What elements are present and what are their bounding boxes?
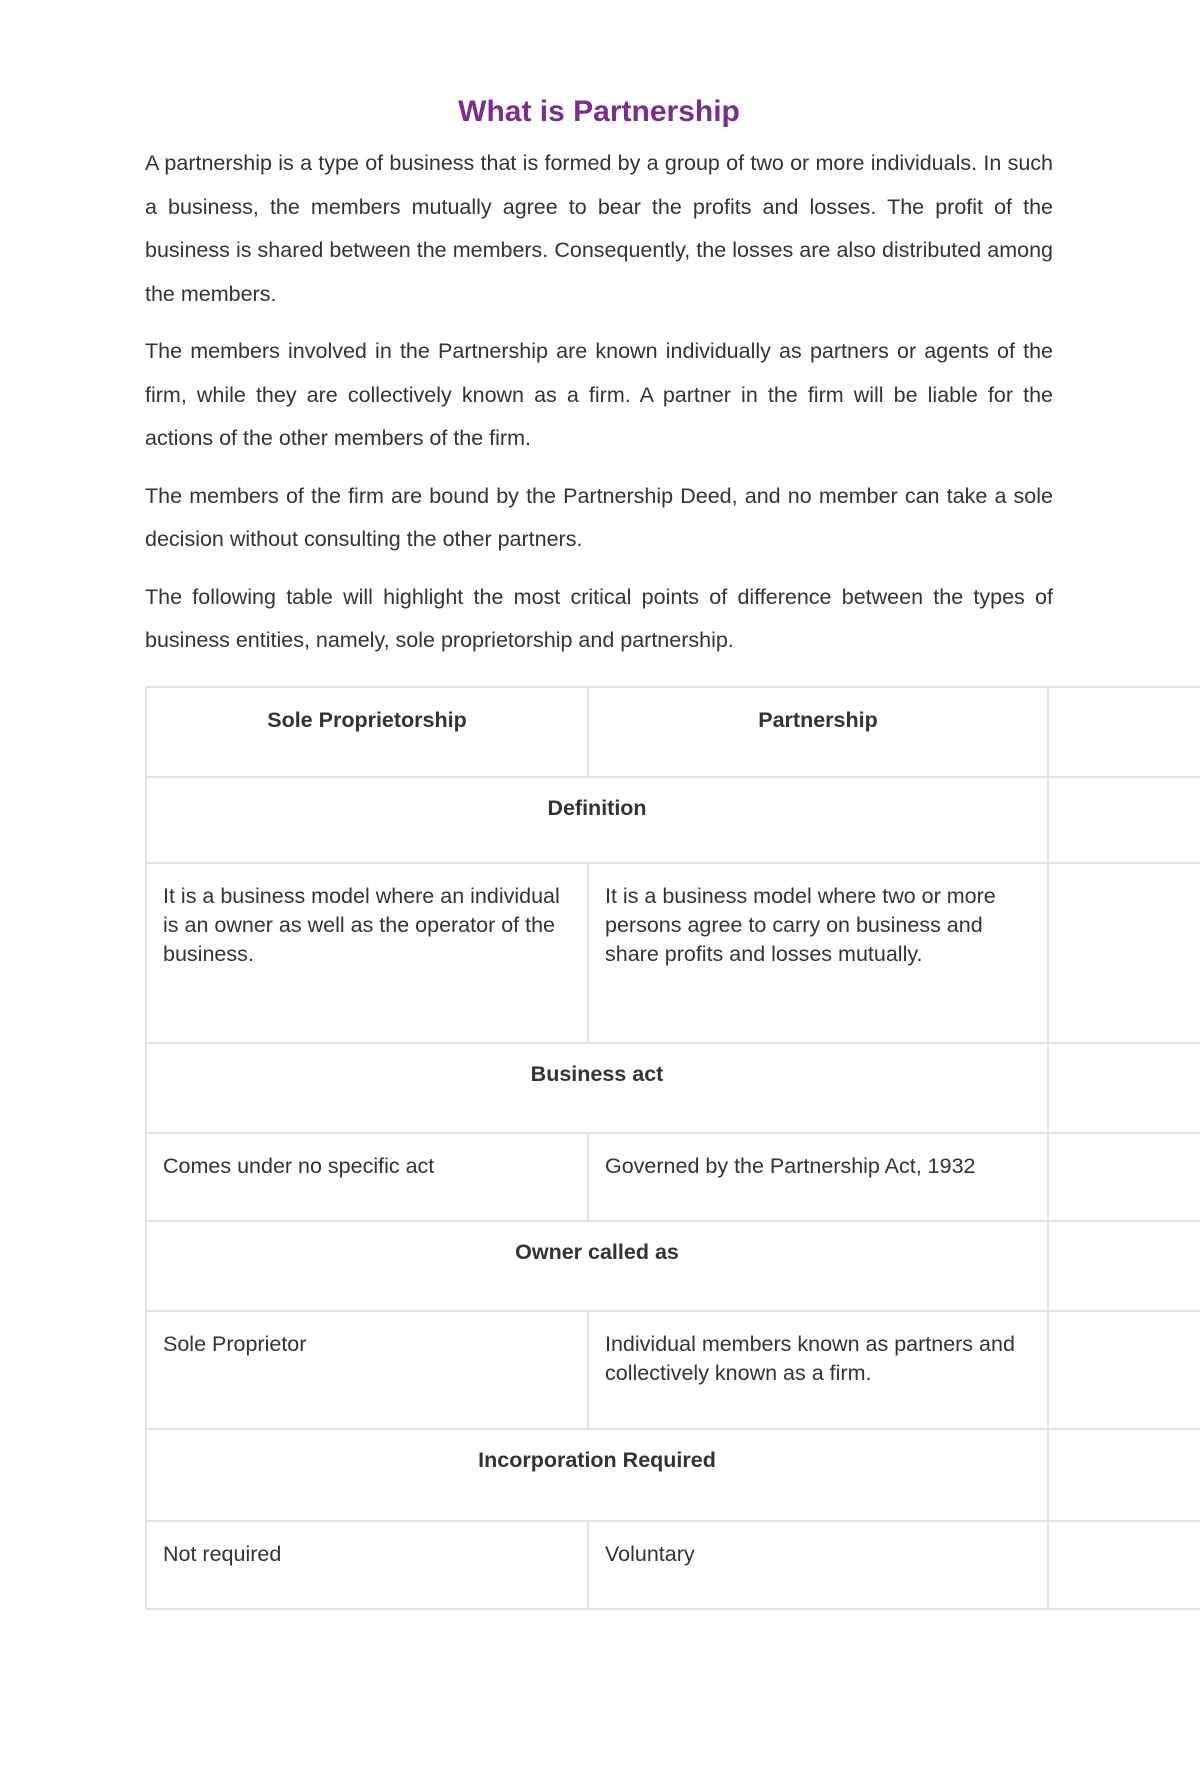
document-page xyxy=(145,92,1053,677)
cell-partnership: Governed by the Partnership Act, 1932 xyxy=(588,1133,1048,1221)
cell-partnership: It is a business model where two or more persons agree to carry on business and share profits and losses mutually. xyxy=(588,863,1048,1043)
cell-partnership: Individual members known as partners and collectively known as a firm. xyxy=(588,1311,1048,1429)
comparison-table-wrapper xyxy=(145,686,1200,1612)
section-label: Owner called as xyxy=(146,1221,1048,1311)
column-header-partnership: Partnership xyxy=(588,687,1048,777)
table-extra-cell xyxy=(1048,777,1200,863)
cell-sole-proprietorship: Comes under no specific act xyxy=(146,1133,588,1221)
cell-partnership: Voluntary xyxy=(588,1521,1048,1609)
section-row-business-act xyxy=(146,1043,1200,1133)
paragraph-intro: A partnership is a type of business that is formed by a group of two or more individuals. In such a business, the members mutually agree to bear the profits and losses. The profit of the business is shared between the members. Consequently, the losses are also distributed among the members. xyxy=(145,151,1053,306)
table-extra-cell xyxy=(1048,1429,1200,1521)
section-row-definition xyxy=(146,777,1200,863)
paragraph-members: The members involved in the Partnership are known individually as partners or agents of the firm, while they are collectively known as a firm. A partner in the firm will be liable for the actions of the other members of the firm. xyxy=(145,339,1053,450)
table-extra-cell xyxy=(1048,1311,1200,1429)
paragraph-deed: The members of the firm are bound by the Partnership Deed, and no member can take a sole decision without consulting the other partners. xyxy=(145,483,1053,551)
table-extra-cell xyxy=(1048,1221,1200,1311)
cell-sole-proprietorship: Sole Proprietor xyxy=(146,1311,588,1429)
table-extra-cell xyxy=(1048,687,1200,777)
paragraph-table-intro: The following table will highlight the most critical points of difference between the types of business entities, namely, sole proprietorship and partnership. xyxy=(145,584,1053,652)
section-label: Business act xyxy=(146,1043,1048,1133)
cell-sole-proprietorship: It is a business model where an individual is an owner as well as the operator of the business. xyxy=(146,863,588,1043)
cell-sole-proprietorship: Not required xyxy=(146,1521,588,1609)
section-label: Incorporation Required xyxy=(146,1429,1048,1521)
section-label: Definition xyxy=(146,777,1048,863)
table-row xyxy=(146,1133,1200,1221)
page-title: What is Partnership xyxy=(458,95,740,128)
table-extra-cell xyxy=(1048,1521,1200,1609)
comparison-table xyxy=(145,686,1200,1610)
table-row xyxy=(146,863,1200,1043)
section-row-owner-called-as xyxy=(146,1221,1200,1311)
table-row xyxy=(146,1311,1200,1429)
table-header-row xyxy=(146,687,1200,777)
table-row xyxy=(146,1521,1200,1609)
table-extra-cell xyxy=(1048,1043,1200,1133)
table-extra-cell xyxy=(1048,1133,1200,1221)
section-row-incorporation-required xyxy=(146,1429,1200,1521)
table-extra-cell xyxy=(1048,863,1200,1043)
column-header-sole-proprietorship: Sole Proprietorship xyxy=(146,687,588,777)
